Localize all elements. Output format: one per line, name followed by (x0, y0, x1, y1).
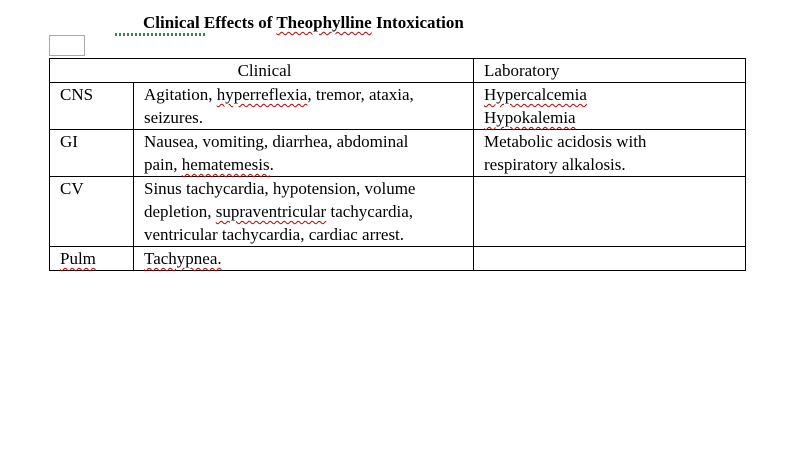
laboratory-cell (474, 83, 746, 130)
row-system-cv: CV (50, 177, 134, 247)
lab-line: Metabolic acidosis with (484, 132, 647, 151)
document-title (143, 13, 464, 33)
row-system-pulm: Pulm (50, 247, 134, 271)
table-row (50, 130, 746, 177)
clinical-line: ventricular tachycardia, cardiac arrest. (144, 225, 405, 244)
laboratory-cell (474, 130, 746, 177)
table-row (50, 247, 746, 271)
laboratory-cell (474, 247, 746, 271)
clinical-line: seizures. (144, 108, 204, 127)
title-tail: Intoxication (371, 13, 464, 32)
header-clinical: Clinical (50, 59, 474, 83)
theophylline-effects-table (49, 58, 746, 271)
clinical-line: pain, hematemesis. (144, 155, 274, 174)
clinical-cell (134, 177, 474, 247)
grammar-mark (115, 33, 205, 36)
row-system-gi: GI (50, 130, 134, 177)
clinical-line: depletion, supraventricular tachycardia, (144, 202, 414, 221)
row-system-cns: CNS (50, 83, 134, 130)
lab-line: Hypercalcemia (484, 85, 587, 104)
title-lead: Clinical Effects of (143, 13, 277, 32)
table-anchor-box[interactable] (49, 35, 85, 56)
laboratory-cell (474, 177, 746, 247)
table-row (50, 83, 746, 130)
lab-line: Hypokalemia (484, 108, 576, 127)
header-laboratory: Laboratory (474, 59, 746, 83)
clinical-cell (134, 83, 474, 130)
lab-line: respiratory alkalosis. (484, 155, 626, 174)
clinical-cell: Tachypnea. (134, 247, 474, 271)
clinical-cell (134, 130, 474, 177)
title-drug-word: Theophylline (276, 13, 372, 32)
clinical-line: Agitation, hyperreflexia, tremor, ataxia, (144, 85, 414, 104)
table-row (50, 177, 746, 247)
table-header-row (50, 59, 746, 83)
clinical-line: Sinus tachycardia, hypotension, volume (144, 179, 416, 198)
clinical-line: Nausea, vomiting, diarrhea, abdominal (144, 132, 409, 151)
